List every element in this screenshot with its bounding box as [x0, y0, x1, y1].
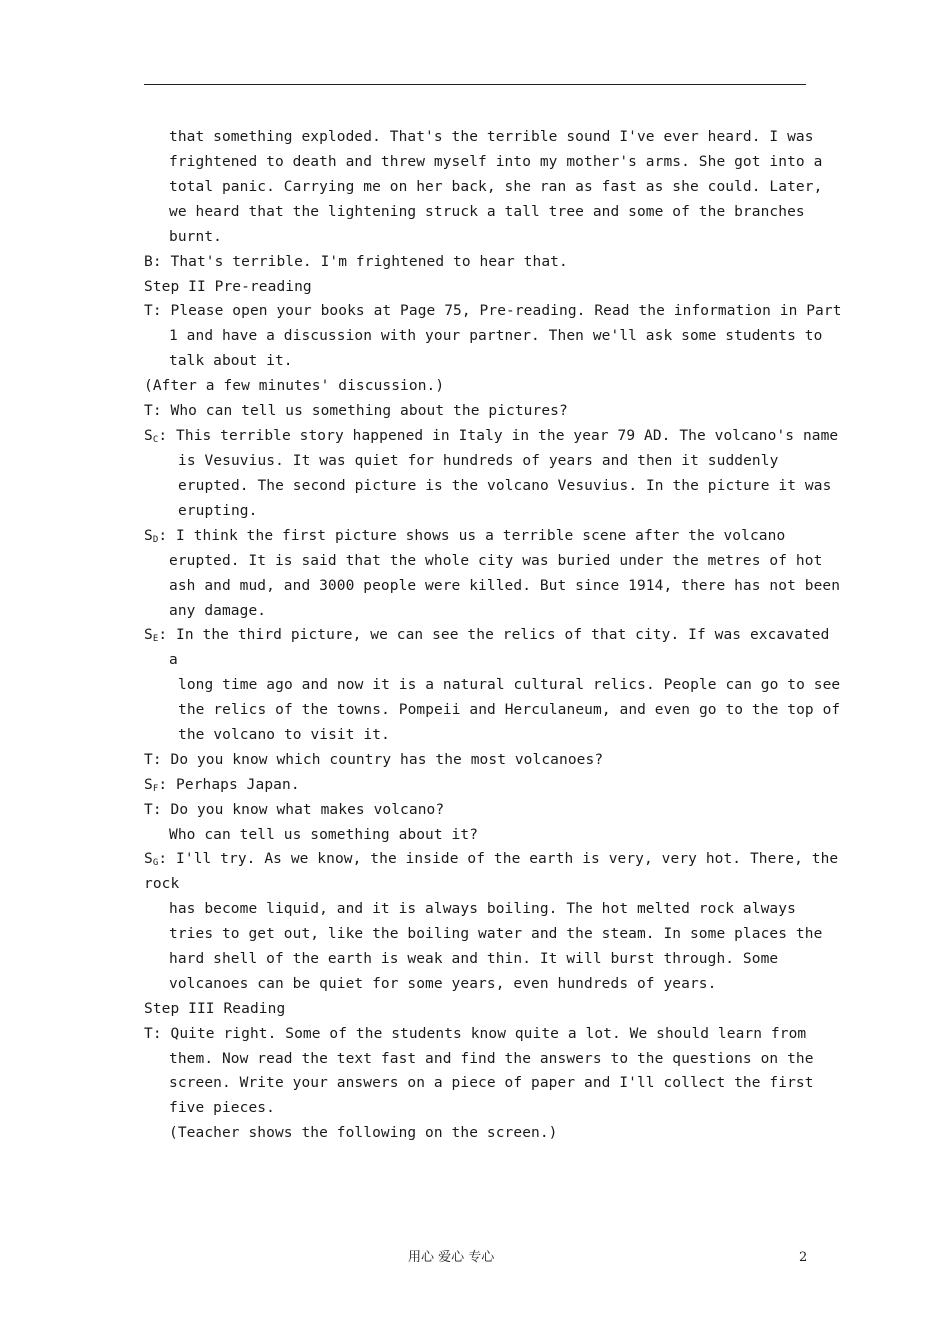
- text-line: a: [169, 652, 178, 668]
- text-line: burnt.: [169, 229, 222, 245]
- text-line: T: Please open your books at Page 75, Pre-reading. Read the information in Part: [144, 303, 842, 319]
- speaker-label: S: [144, 777, 153, 793]
- text-line: hard shell of the earth is weak and thin. It will burst through. Some: [169, 951, 779, 967]
- text-line: erupting.: [178, 503, 258, 519]
- speaker-label: S: [144, 428, 153, 444]
- speaker-subscript: C: [152, 435, 159, 445]
- text-line: volcanoes can be quiet for some years, even hundreds of years.: [169, 976, 717, 992]
- text-line: (After a few minutes' discussion.): [144, 378, 445, 394]
- text-line: has become liquid, and it is always boiling. The hot melted rock always: [169, 901, 796, 917]
- text-line: ash and mud, and 3000 people were killed. But since 1914, there has not been: [169, 578, 841, 594]
- speaker-line: [144, 626, 829, 648]
- text-line: we heard that the lightening struck a tall tree and some of the branches: [169, 204, 805, 220]
- speaker-subscript: F: [152, 784, 159, 794]
- text-line: long time ago and now it is a natural cultural relics. People can go to see: [178, 677, 841, 693]
- text-line: erupted. The second picture is the volcano Vesuvius. In the picture it was: [178, 478, 832, 494]
- text-line: talk about it.: [169, 353, 293, 369]
- speaker-line: [144, 427, 838, 449]
- text-line: : In the third picture, we can see the relics of that city. If was excavated: [158, 627, 830, 643]
- text-line: five pieces.: [169, 1100, 275, 1116]
- text-line: B: That's terrible. I'm frightened to hear that.: [144, 254, 568, 270]
- text-line: Who can tell us something about it?: [169, 827, 479, 843]
- text-line: the relics of the towns. Pompeii and Herculaneum, and even go to the top of: [178, 702, 841, 718]
- text-line: any damage.: [169, 603, 267, 619]
- text-line: T: Do you know what makes volcano?: [144, 802, 445, 818]
- header-rule: [144, 84, 806, 85]
- page-number: 2: [799, 1250, 808, 1265]
- text-line: frightened to death and threw myself into my mother's arms. She got into a: [169, 154, 823, 170]
- speaker-label: S: [144, 851, 153, 867]
- text-line: : Perhaps Japan.: [158, 777, 300, 793]
- text-line: rock: [144, 876, 180, 892]
- speaker-subscript: D: [152, 535, 159, 545]
- speaker-line: [144, 776, 300, 798]
- speaker-line: [144, 850, 838, 872]
- section-heading: Step II Pre-reading: [144, 279, 312, 295]
- text-line: T: Who can tell us something about the pictures?: [144, 403, 568, 419]
- text-line: T: Quite right. Some of the students know quite a lot. We should learn from: [144, 1026, 807, 1042]
- speaker-label: S: [144, 528, 153, 544]
- section-heading: Step III Reading: [144, 1001, 286, 1017]
- text-line: that something exploded. That's the terrible sound I've ever heard. I was: [169, 129, 814, 145]
- text-line: is Vesuvius. It was quiet for hundreds of years and then it suddenly: [178, 453, 779, 469]
- speaker-label: S: [144, 627, 153, 643]
- text-line: 1 and have a discussion with your partner. Then we'll ask some students to: [169, 328, 823, 344]
- text-line: T: Do you know which country has the most volcanoes?: [144, 752, 604, 768]
- text-line: : I'll try. As we know, the inside of the earth is very, very hot. There, the: [158, 851, 839, 867]
- speaker-line: [144, 527, 785, 549]
- text-line: erupted. It is said that the whole city was buried under the metres of hot: [169, 553, 823, 569]
- text-line: total panic. Carrying me on her back, she ran as fast as she could. Later,: [169, 179, 823, 195]
- text-line: the volcano to visit it.: [178, 727, 390, 743]
- text-line: them. Now read the text fast and find the answers to the questions on the: [169, 1051, 814, 1067]
- text-line: : This terrible story happened in Italy in the year 79 AD. The volcano's name: [158, 428, 839, 444]
- text-line: screen. Write your answers on a piece of paper and I'll collect the first: [169, 1075, 814, 1091]
- speaker-subscript: E: [152, 634, 159, 644]
- text-line: tries to get out, like the boiling water and the steam. In some places the: [169, 926, 823, 942]
- text-line: : I think the first picture shows us a terrible scene after the volcano: [158, 528, 786, 544]
- speaker-subscript: G: [152, 858, 159, 868]
- text-line: (Teacher shows the following on the screen.): [169, 1125, 558, 1141]
- footer-motto: 用心 爱心 专心: [408, 1250, 495, 1265]
